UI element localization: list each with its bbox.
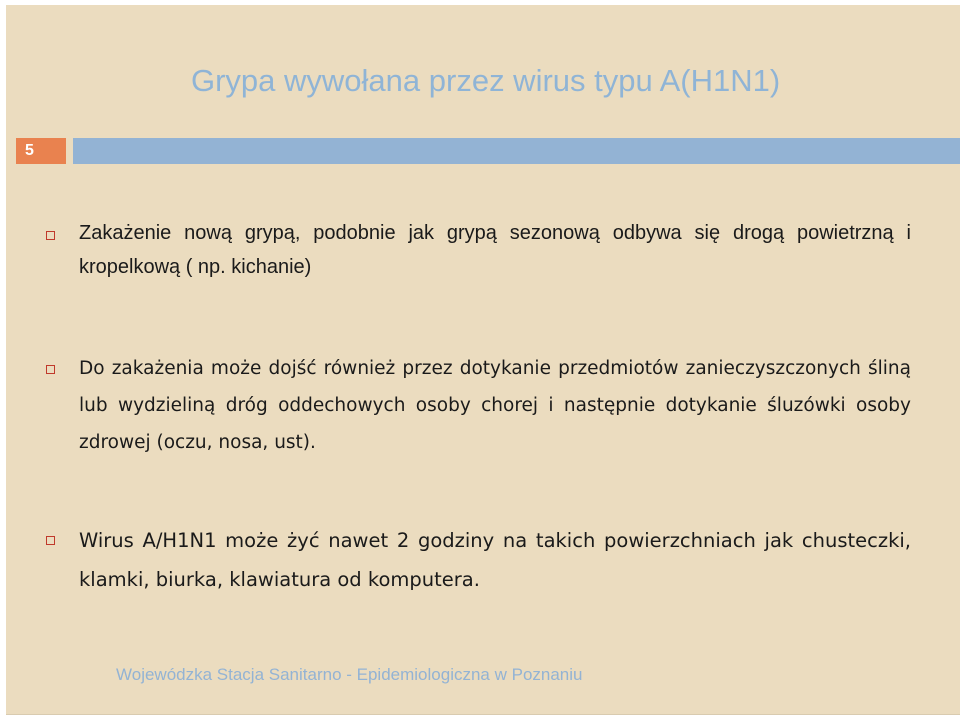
slide-number-box [16,138,66,164]
header-bar [73,138,960,164]
slide-title: Grypa wywołana przez wirus typu A(H1N1) [191,63,781,98]
bullet-text-2: Do zakażenia może dojść również przez dotykanie przedmiotów zanieczyszczonych śliną lub wydzieliną dróg oddechowych osoby chorej i następnie dotykanie śluzówki osoby zdrowej (oczu, nosa, ust). [79,358,911,453]
bullet-square-icon [46,365,55,374]
bullet-text-3: Wirus A/H1N1 może żyć nawet 2 godziny na takich powierzchniach jak chusteczki, klamki, biurka, klawiatura od komputera. [79,529,911,591]
slide [6,5,960,715]
bullet-square-icon [46,536,55,545]
bullet-text-1: Zakażenie nową grypą, podobnie jak grypą sezonową odbywa się drogą powietrzną i kropelkową ( np. kichanie) [79,222,911,278]
slide-number: 5 [25,142,34,159]
bullet-square-icon [46,231,55,240]
footer-text: Wojewódzka Stacja Sanitarno - Epidemiologiczna w Poznaniu [116,665,583,684]
